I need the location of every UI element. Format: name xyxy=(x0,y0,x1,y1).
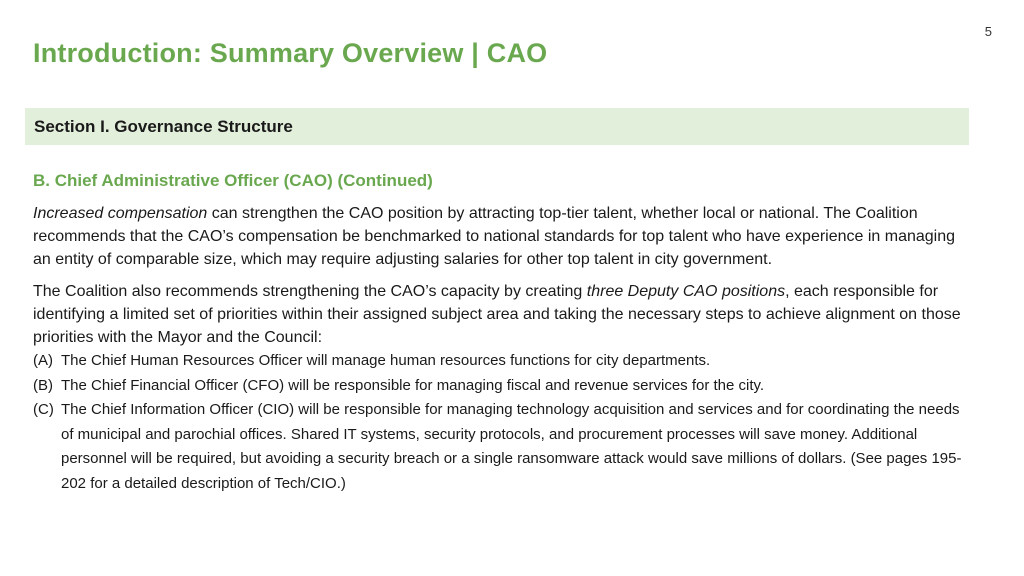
list-marker: (C) xyxy=(33,401,54,418)
list-item xyxy=(33,374,968,399)
list-marker: (B) xyxy=(33,376,53,394)
list-item-text: The Chief Information Officer (CIO) will be responsible for managing technology acquisition and services and for coordinating the needs of municipal and parochial offices. Shared IT systems, security protocols, and procurement processes will save money. Additional personnel will be required, but avoiding a security breach or a single ransomware attack would save millions of dollars. (See pages 195-202 for a detailed description of Tech/CIO.) xyxy=(61,401,962,492)
paragraph-deputy-after: , each responsible for identifying a limited set of priorities within their assigned subject area and taking the necessary steps to achieve alignment on those priorities with the Mayor and the Council: xyxy=(33,283,961,346)
subheading: B. Chief Administrative Officer (CAO) (Continued) xyxy=(33,171,433,190)
list-item-text: The Chief Financial Officer (CFO) will be responsible for managing fiscal and revenue services for the city. xyxy=(61,376,765,394)
paragraph-deputy-before: The Coalition also recommends strengthening the CAO’s capacity by creating xyxy=(33,283,587,300)
section-heading: Section I. Governance Structure xyxy=(34,116,293,136)
list-marker: (A) xyxy=(33,352,53,369)
paragraph-compensation-emphasis: Increased compensation xyxy=(33,205,208,222)
content-area xyxy=(33,170,968,496)
list-item xyxy=(33,398,968,496)
paragraph-compensation xyxy=(33,202,968,271)
list-item-text: The Chief Human Resources Officer will manage human resources functions for city departments. xyxy=(61,352,711,369)
paragraph-deputy-emphasis: three Deputy CAO positions xyxy=(586,283,786,300)
page-title: Introduction: Summary Overview | CAO xyxy=(33,38,548,68)
page-number: 5 xyxy=(984,24,992,39)
paragraph-compensation-text: can strengthen the CAO position by attracting top-tier talent, whether local or national. The Coalition recommends that the CAO’s compensation be benchmarked to national standards for top talent who have experience in managing an entity of comparable size, which may require adjusting salaries for other top talent in city government. xyxy=(33,205,956,268)
list-item xyxy=(33,349,968,374)
section-heading-bar xyxy=(25,108,969,145)
deputy-positions-list xyxy=(33,349,968,496)
paragraph-deputy-cao xyxy=(33,280,968,349)
